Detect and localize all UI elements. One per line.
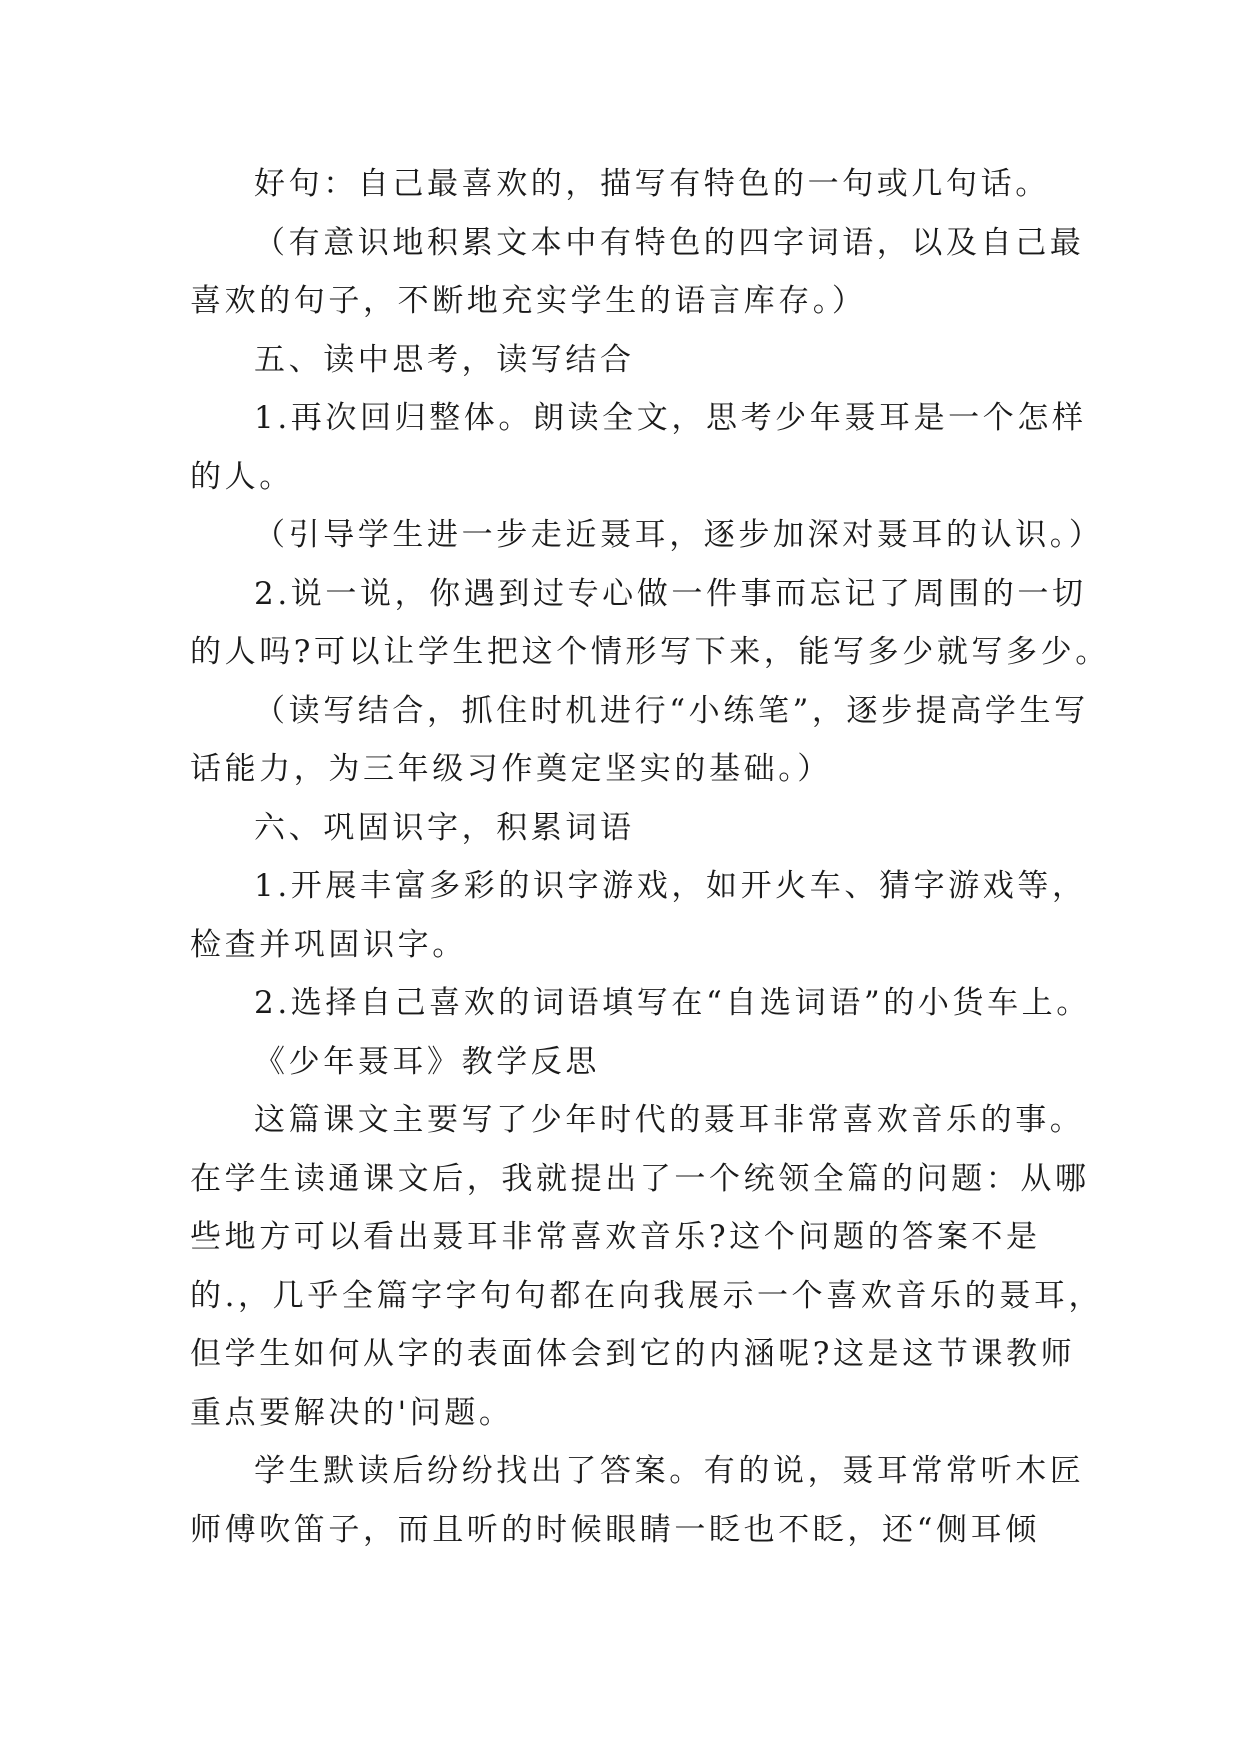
text-line: 但学生如何从字的表面体会到它的内涵呢?这是这节课教师 [190, 1336, 1076, 1372]
text-line: 学生默读后纷纷找出了答案。有的说，聂耳常常听木匠 [254, 1453, 1085, 1489]
text-line: （有意识地积累文本中有特色的四字词语，以及自己最 [254, 224, 1085, 261]
section-heading: 六、巩固识字，积累词语 [254, 809, 635, 846]
text-line: 2.说一说，你遇到过专心做一件事而忘记了周围的一切 [254, 575, 1087, 612]
text-line: 的人吗?可以让学生把这个情形写下来，能写多少就写多少。 [190, 634, 1110, 670]
text-line: 喜欢的句子，不断地充实学生的语言库存。） [190, 283, 867, 319]
text-line: （读写结合，抓住时机进行“小练笔”，逐步提高学生写 [254, 692, 1089, 729]
text-line: 检查并巩固识字。 [190, 926, 467, 963]
text-line: 师傅吹笛子，而且听的时候眼睛一眨也不眨，还“侧耳倾 [190, 1511, 1040, 1548]
text-line: 些地方可以看出聂耳非常喜欢音乐?这个问题的答案不是 [190, 1219, 1041, 1255]
text-line: 的.，几乎全篇字字句句都在向我展示一个喜欢音乐的聂耳， [190, 1277, 1104, 1314]
text-line: 这篇课文主要写了少年时代的聂耳非常喜欢音乐的事。 [254, 1102, 1085, 1138]
body-text [190, 155, 1110, 1559]
text-line: 2.选择自己喜欢的词语填写在“自选词语”的小货车上。 [254, 985, 1091, 1021]
text-line: 1.开展丰富多彩的识字游戏，如开火车、猜字游戏等， [254, 868, 1087, 904]
text-line: 在学生读通课文后，我就提出了一个统领全篇的问题：从哪 [190, 1160, 1090, 1197]
text-line: 话能力，为三年级习作奠定坚实的基础。） [190, 751, 832, 787]
text-line: 重点要解决的'问题。 [190, 1394, 514, 1431]
text-line: （引导学生进一步走近聂耳，逐步加深对聂耳的认识。） [254, 517, 1104, 553]
text-line: 1.再次回归整体。朗读全文，思考少年聂耳是一个怎样 [254, 400, 1087, 436]
text-line: 好句：自己最喜欢的，描写有特色的一句或几句话。 [254, 166, 1050, 202]
section-heading: 五、读中思考，读写结合 [254, 341, 635, 378]
reflection-title: 《少年聂耳》教学反思 [254, 1043, 600, 1080]
text-line: 的人。 [190, 458, 294, 495]
